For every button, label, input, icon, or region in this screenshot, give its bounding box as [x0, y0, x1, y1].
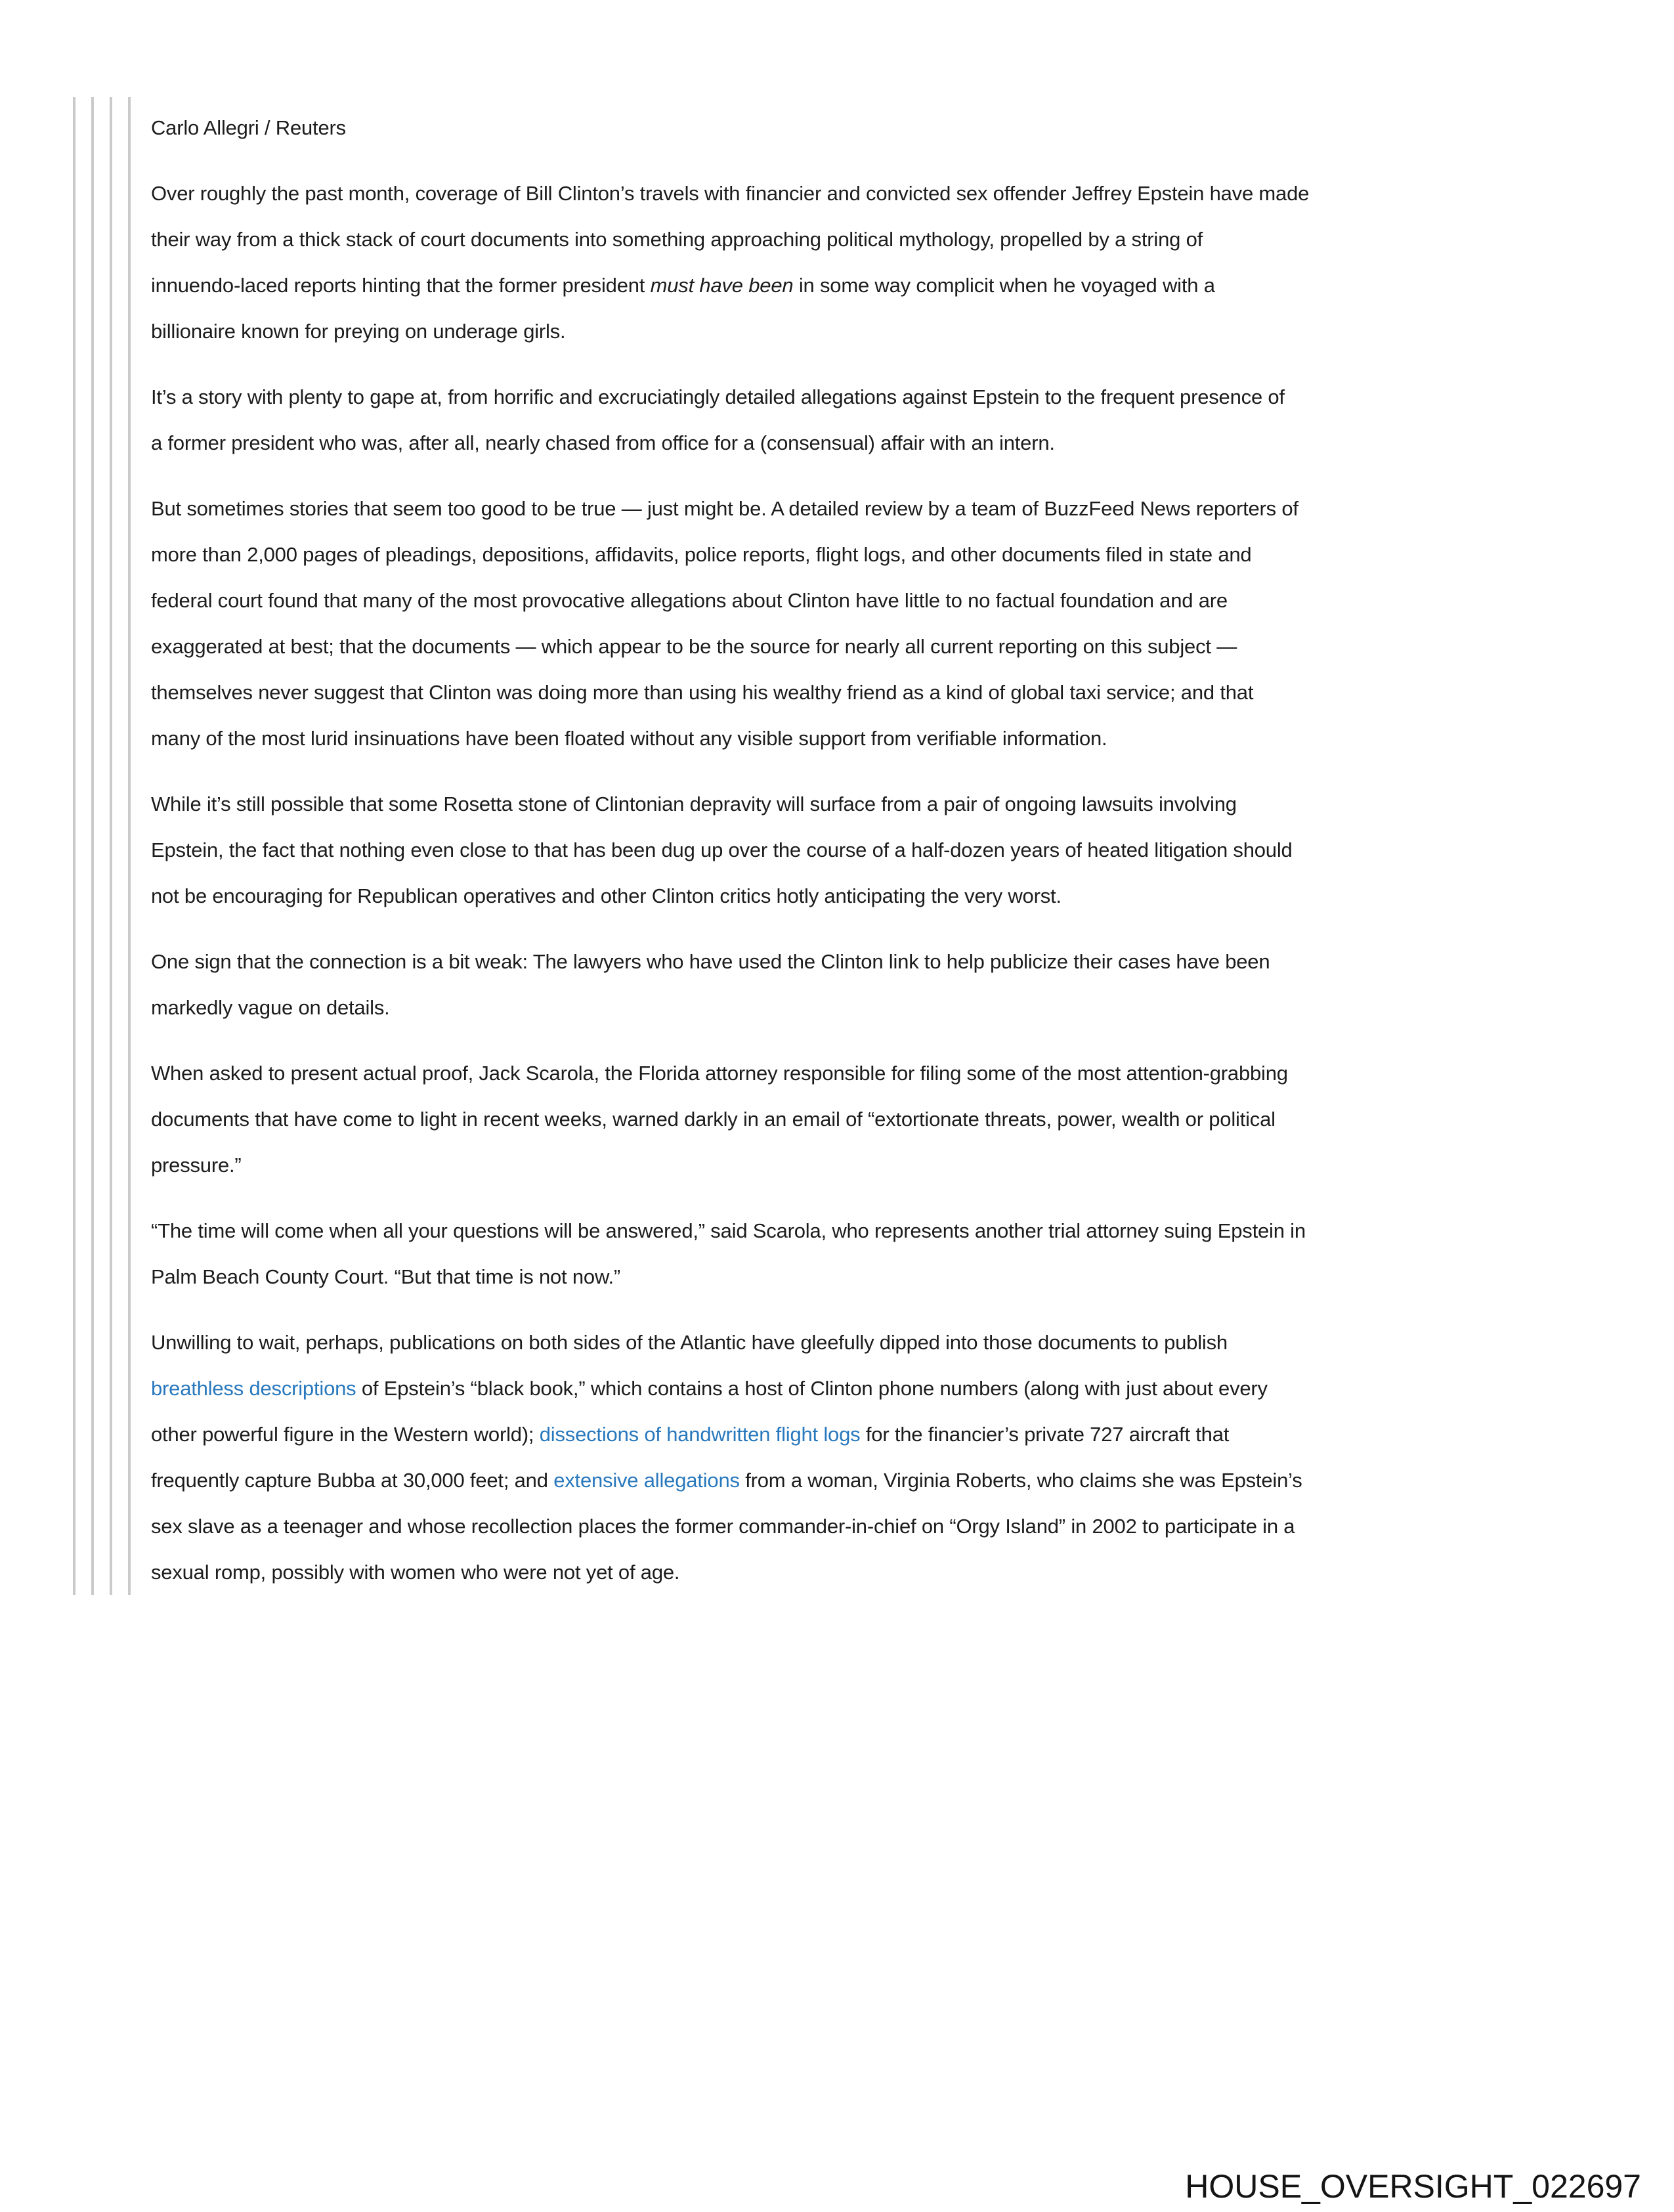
paragraph [151, 171, 1582, 355]
quote-bar [91, 97, 94, 1595]
text-run: Epstein, the fact that nothing even close to that has been dug up over the course of a half-dozen years of heated litigation should [151, 838, 1293, 861]
text-run: Palm Beach County Court. “But that time is not now.” [151, 1265, 620, 1288]
paragraph [151, 1208, 1582, 1300]
text-run: other powerful figure in the Western world); [151, 1423, 540, 1446]
text-line [151, 217, 1582, 263]
quote-level-bars [73, 97, 131, 1595]
inline-link[interactable]: dissections of handwritten flight logs [539, 1423, 861, 1446]
text-line [151, 532, 1582, 578]
paragraph [151, 374, 1582, 466]
text-run: sexual romp, possibly with women who were not yet of age. [151, 1561, 680, 1584]
text-line [151, 939, 1582, 985]
text-line [151, 309, 1582, 355]
quote-bar [110, 97, 112, 1595]
text-run: But sometimes stories that seem too good to be true — just might be. A detailed review by a team of BuzzFeed News reporters of [151, 497, 1298, 520]
text-run: billionaire known for preying on underage girls. [151, 320, 566, 343]
text-line [151, 1550, 1582, 1595]
text-line [151, 1208, 1582, 1254]
text-run: more than 2,000 pages of pleadings, depositions, affidavits, police reports, flight logs, and other documents filed in state and [151, 543, 1252, 566]
paragraph [151, 781, 1582, 919]
text-run: themselves never suggest that Clinton was doing more than using his wealthy friend as a kind of global taxi service; and that [151, 681, 1254, 704]
text-line [151, 781, 1582, 827]
text-line [151, 374, 1582, 420]
italic-text: must have been [650, 274, 794, 297]
text-line [151, 420, 1582, 466]
inline-link[interactable]: breathless descriptions [151, 1377, 356, 1400]
text-run: sex slave as a teenager and whose recollection places the former commander-in-chief on “Orgy Island” in 2002 to participate in a [151, 1515, 1295, 1538]
text-line [151, 624, 1582, 670]
text-run: One sign that the connection is a bit weak: The lawyers who have used the Clinton link to help publicize their cases have been [151, 950, 1270, 973]
text-run: in some way complicit when he voyaged with a [793, 274, 1215, 297]
text-run: from a woman, Virginia Roberts, who claims she was Epstein’s [739, 1469, 1302, 1492]
text-run: Unwilling to wait, perhaps, publications on both sides of the Atlantic have gleefully dipped into those documents to publish [151, 1331, 1228, 1354]
text-run: When asked to present actual proof, Jack Scarola, the Florida attorney responsible for filing some of the most attention-grabbing [151, 1062, 1288, 1085]
text-line [151, 985, 1582, 1031]
text-run: of Epstein’s “black book,” which contains a host of Clinton phone numbers (along with just about every [356, 1377, 1268, 1400]
text-line [151, 578, 1582, 624]
text-run: Over roughly the past month, coverage of Bill Clinton’s travels with financier and convicted sex offender Jeffrey Epstein have made [151, 182, 1310, 205]
text-run: pressure.” [151, 1154, 242, 1177]
text-line [151, 1320, 1582, 1366]
text-line [151, 1504, 1582, 1550]
text-run: frequently capture Bubba at 30,000 feet; and [151, 1469, 554, 1492]
text-run: federal court found that many of the most provocative allegations about Clinton have little to no factual foundation and are [151, 589, 1228, 612]
paragraph [151, 1320, 1582, 1595]
text-run: many of the most lurid insinuations have been floated without any visible support from verifiable information. [151, 727, 1107, 750]
text-line [151, 1458, 1582, 1504]
quote-bar [128, 97, 131, 1595]
text-line [151, 716, 1582, 762]
article-body [151, 171, 1582, 1595]
text-run: markedly vague on details. [151, 996, 390, 1019]
text-line [151, 486, 1582, 532]
text-run: While it’s still possible that some Rosetta stone of Clintonian depravity will surface from a pair of ongoing lawsuits involving [151, 792, 1237, 815]
text-line [151, 670, 1582, 716]
paragraph [151, 1051, 1582, 1188]
text-line [151, 1254, 1582, 1300]
text-run: their way from a thick stack of court documents into something approaching political mythology, propelled by a string of [151, 228, 1203, 251]
text-line [151, 1051, 1582, 1096]
photo-credit: Carlo Allegri / Reuters [151, 116, 346, 139]
text-run: exaggerated at best; that the documents — which appear to be the source for nearly all current reporting on this subject — [151, 635, 1237, 658]
text-run: not be encouraging for Republican operatives and other Clinton critics hotly anticipating the very worst. [151, 884, 1062, 907]
bates-stamp: HOUSE_OVERSIGHT_022697 [1185, 2168, 1641, 2205]
text-line [151, 827, 1582, 873]
text-run: for the financier’s private 727 aircraft that [860, 1423, 1230, 1446]
text-run: It’s a story with plenty to gape at, from horrific and excruciatingly detailed allegations against Epstein to the frequent presence of [151, 385, 1285, 408]
inline-link[interactable]: extensive allegations [553, 1469, 740, 1492]
paragraph [151, 939, 1582, 1031]
article-content [151, 105, 1582, 1615]
text-line [151, 263, 1582, 309]
text-line [151, 1366, 1582, 1412]
text-line [151, 1412, 1582, 1458]
text-line [151, 1142, 1582, 1188]
text-run: “The time will come when all your questions will be answered,” said Scarola, who represents another trial attorney suing Epstein in [151, 1219, 1306, 1242]
paragraph [151, 486, 1582, 762]
text-line [151, 171, 1582, 217]
quote-bar [73, 97, 75, 1595]
text-run: a former president who was, after all, nearly chased from office for a (consensual) affair with an intern. [151, 431, 1055, 454]
text-line [151, 873, 1582, 919]
text-run: documents that have come to light in recent weeks, warned darkly in an email of “extortionate threats, power, wealth or political [151, 1108, 1276, 1131]
text-run: innuendo-laced reports hinting that the former president [151, 274, 651, 297]
text-line [151, 1096, 1582, 1142]
